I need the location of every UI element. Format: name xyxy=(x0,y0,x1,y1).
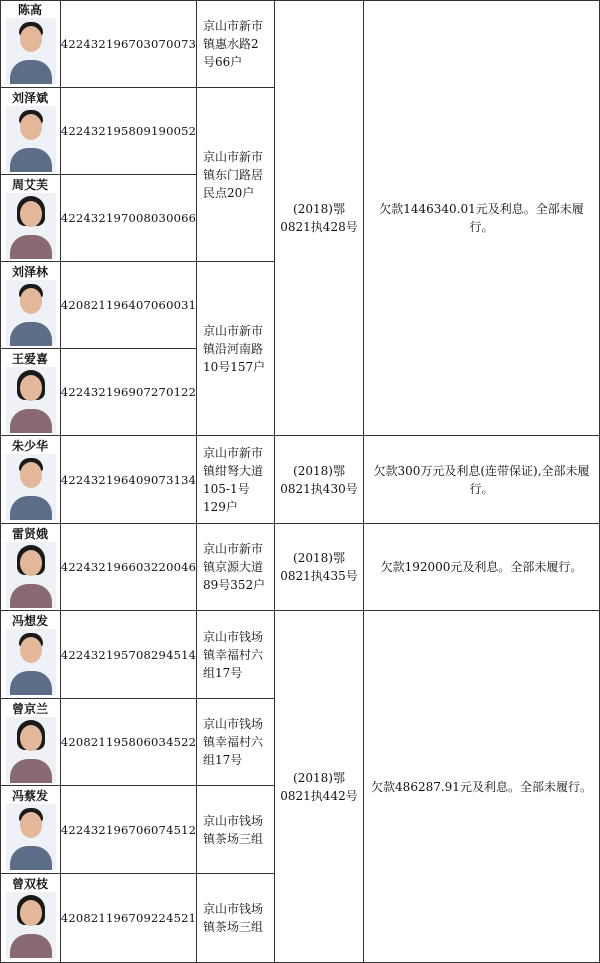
case-number-cell xyxy=(275,0,364,436)
debt-cell xyxy=(364,611,600,963)
person-cell xyxy=(0,786,61,874)
face-shape xyxy=(20,201,42,227)
id-number-cell xyxy=(61,524,197,611)
person-photo xyxy=(6,804,56,870)
face-shape xyxy=(20,900,42,926)
person-cell xyxy=(0,349,61,436)
face-shape xyxy=(20,812,42,838)
id-number-cell xyxy=(61,874,197,963)
person-name: 曾京兰 xyxy=(11,702,48,716)
person-cell xyxy=(0,175,61,262)
case-number-cell xyxy=(275,524,364,611)
case-number: (2018)鄂0821执435号 xyxy=(280,551,358,583)
debt-cell xyxy=(364,0,600,436)
id-number: 422432195708294514 xyxy=(60,647,197,662)
id-number-cell xyxy=(61,611,197,699)
address-cell xyxy=(197,786,275,874)
person-name: 刘泽林 xyxy=(11,265,48,279)
id-number: 422432196703070073 xyxy=(60,36,197,51)
id-number: 422432196706074512 xyxy=(60,822,197,837)
shoulders-shape xyxy=(10,496,52,520)
id-number-cell xyxy=(61,349,197,436)
shoulders-shape xyxy=(10,60,52,84)
person-photo xyxy=(6,367,56,433)
person-photo xyxy=(6,717,56,783)
person-name: 陈高 xyxy=(17,3,42,17)
debt-cell xyxy=(364,524,600,611)
person-name: 王爱喜 xyxy=(11,352,48,366)
person-cell xyxy=(0,0,61,88)
person-name: 雷贤娥 xyxy=(11,527,48,541)
shoulders-shape xyxy=(10,235,52,259)
person-name: 周艾芙 xyxy=(11,178,48,192)
person-name: 曾双枝 xyxy=(11,877,48,891)
case-number-cell xyxy=(275,436,364,524)
address-text: 京山市新市镇京源大道89号352户 xyxy=(203,542,266,592)
person-photo xyxy=(6,193,56,259)
address-cell xyxy=(197,699,275,786)
id-number-cell xyxy=(61,699,197,786)
shoulders-shape xyxy=(10,322,52,346)
id-number-cell xyxy=(61,262,197,349)
id-number-cell xyxy=(61,436,197,524)
case-number-cell xyxy=(275,611,364,963)
face-shape xyxy=(20,375,42,401)
person-photo xyxy=(6,454,56,520)
id-number: 422432197008030066 xyxy=(60,211,197,225)
id-number-cell xyxy=(61,88,197,175)
person-photo xyxy=(6,280,56,346)
face-shape xyxy=(20,26,42,52)
face-shape xyxy=(20,114,42,140)
debt-text: 欠款300万元及利息(连带保证),全部未履行。 xyxy=(373,463,590,496)
address-text: 京山市新市镇绀弩大道105-1号129户 xyxy=(203,445,264,514)
person-cell xyxy=(0,262,61,349)
id-number: 420821196709224521 xyxy=(60,911,197,925)
address-text: 京山市钱场镇幸福村六组17号 xyxy=(203,717,264,767)
person-cell xyxy=(0,874,61,963)
face-shape xyxy=(20,462,42,488)
debt-cell xyxy=(364,436,600,524)
person-photo xyxy=(6,106,56,172)
person-cell xyxy=(0,524,61,611)
shoulders-shape xyxy=(10,846,52,870)
person-photo xyxy=(6,629,56,695)
id-number-cell xyxy=(61,175,197,262)
case-number: (2018)鄂0821执442号 xyxy=(280,770,358,803)
face-shape xyxy=(20,637,42,663)
person-cell xyxy=(0,88,61,175)
face-shape xyxy=(20,550,42,576)
person-name: 冯蔡发 xyxy=(11,789,48,803)
person-photo xyxy=(6,18,56,84)
address-cell xyxy=(197,436,275,524)
id-number: 422432196907270122 xyxy=(60,385,197,399)
address-cell xyxy=(197,88,275,262)
person-cell xyxy=(0,436,61,524)
person-name: 刘泽斌 xyxy=(11,91,48,105)
shoulders-shape xyxy=(10,934,52,958)
address-text: 京山市钱场镇茶场三组 xyxy=(203,813,264,846)
case-number: (2018)鄂0821执430号 xyxy=(280,463,358,496)
address-text: 京山市新市镇东门路居民点20户 xyxy=(203,149,264,200)
id-number-cell xyxy=(61,0,197,88)
case-number: (2018)鄂0821执428号 xyxy=(280,201,358,234)
address-text: 京山市新市镇惠水路2号66户 xyxy=(203,18,264,69)
address-cell xyxy=(197,0,275,88)
id-number: 422432195809190052 xyxy=(60,124,197,138)
debt-text: 欠款1446340.01元及利息。全部未履行。 xyxy=(379,201,584,234)
address-text: 京山市新市镇沿河南路10号157户 xyxy=(203,323,266,374)
id-number: 420821196407060031 xyxy=(60,298,197,312)
debt-text: 欠款486287.91元及利息。全部未履行。 xyxy=(371,779,592,794)
id-number-cell xyxy=(61,786,197,874)
face-shape xyxy=(20,725,42,751)
address-text: 京山市钱场镇茶场三组 xyxy=(203,902,264,934)
address-cell xyxy=(197,262,275,436)
shoulders-shape xyxy=(10,759,52,783)
id-number: 422432196603220046 xyxy=(60,560,197,574)
address-text: 京山市钱场镇幸福村六组17号 xyxy=(203,629,264,680)
person-name: 冯想发 xyxy=(11,614,48,628)
address-cell xyxy=(197,611,275,699)
shoulders-shape xyxy=(10,584,52,608)
shoulders-shape xyxy=(10,409,52,433)
face-shape xyxy=(20,288,42,314)
person-name: 朱少华 xyxy=(11,439,48,453)
address-cell xyxy=(197,524,275,611)
shoulders-shape xyxy=(10,148,52,172)
address-cell xyxy=(197,874,275,963)
shoulders-shape xyxy=(10,671,52,695)
id-number: 420821195806034522 xyxy=(60,735,197,749)
person-photo xyxy=(6,892,56,958)
person-photo xyxy=(6,542,56,608)
debt-text: 欠款192000元及利息。全部未履行。 xyxy=(380,560,583,574)
person-cell xyxy=(0,699,61,786)
person-cell xyxy=(0,611,61,699)
id-number: 422432196409073134 xyxy=(60,472,197,487)
